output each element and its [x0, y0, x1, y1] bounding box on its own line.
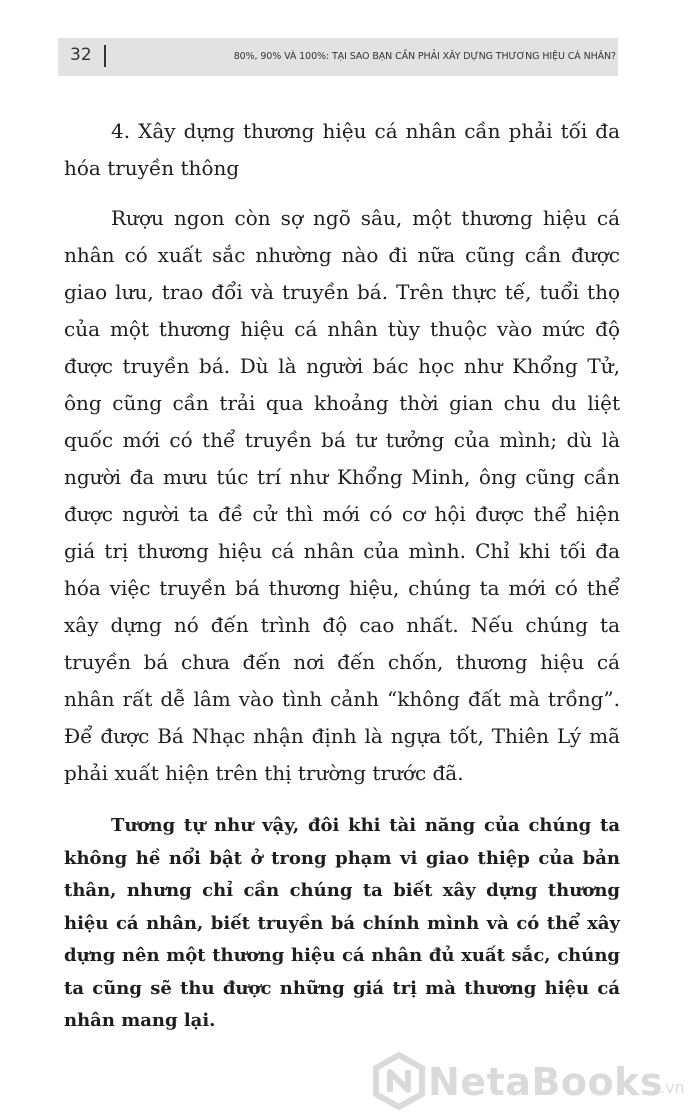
running-head: 80%, 90% VÀ 100%: TẠI SAO BẠN CẦN PHẢI XÂY DỰNG THƯƠNG HIỆU CÁ NHÂN?	[233, 51, 616, 62]
emphasis-paragraph: Tương tự như vậy, đôi khi tài năng của chúng ta không hề nổi bật ở trong phạm vi giao thiệp của bản thân, nhưng chỉ cần chúng ta biết xây dựng thương hiệu cá nhân, biết truyền bá chính mình và có thể xây dựng nên một thương hiệu cá nhân đủ xuất sắc, chúng ta cũng sẽ thu được những giá trị mà thương hiệu cá nhân mang lại.	[64, 815, 620, 1031]
watermark	[370, 1052, 700, 1112]
netabooks-logo-icon	[370, 1052, 428, 1110]
section-title: 4. Xây dựng thương hiệu cá nhân cần phải tối đa hóa truyền thông	[64, 119, 620, 180]
body-paragraph: Rượu ngon còn sợ ngõ sâu, một thương hiệu cá nhân có xuất sắc nhường nào đi nữa cũng cần được giao lưu, trao đổi và truyền bá. Trên thực tế, tuổi thọ của một thương hiệu cá nhân tùy thuộc vào mức độ được truyền bá. Dù là người bác học như Khổng Tử, ông cũng cần trải qua khoảng thời gian chu du liệt quốc mới có thể truyền bá tư tưởng của mình; dù là người đa mưu túc trí như Khổng Minh, ông cũng cần được người ta đề cử thì mới có cơ hội được thể hiện giá trị thương hiệu cá nhân của mình. Chỉ khi tối đa hóa việc truyền bá thương hiệu, chúng ta mới có thể xây dựng nó đến trình độ cao nhất. Nếu chúng ta truyền bá chưa đến nơi đến chốn, thương hiệu cá nhân rất dễ lâm vào tình cảnh “không đất mà trồng”. Để được Bá Nhạc nhận định là ngựa tốt, Thiên Lý mã phải xuất hiện trên thị trường trước đã.	[64, 206, 620, 785]
header-divider	[104, 45, 106, 67]
page-body	[64, 113, 620, 1038]
page-number: 32	[70, 45, 92, 65]
watermark-brand: NetaBooks	[428, 1060, 663, 1104]
watermark-suffix: .vn	[660, 1078, 685, 1097]
